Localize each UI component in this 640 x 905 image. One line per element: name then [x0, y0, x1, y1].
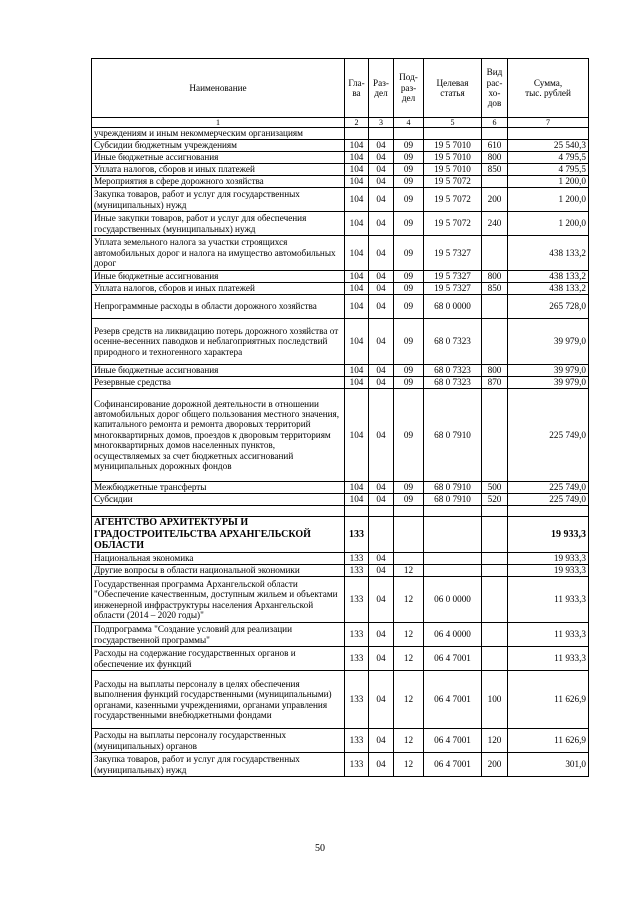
row-expense-type	[482, 319, 508, 365]
row-amount: 438 133,2	[508, 283, 589, 295]
row-name: Иные закупки товаров, работ и услуг для обеспечения государственных (муниципальных) нужд	[92, 212, 345, 236]
row-section: 04	[369, 565, 394, 577]
row-target: 06 4 7001	[424, 729, 482, 753]
row-expense-type	[482, 577, 508, 623]
row-target	[424, 565, 482, 577]
row-target: 68 0 0000	[424, 295, 482, 319]
column-number-row	[92, 118, 589, 128]
table-row	[92, 152, 589, 164]
row-target: 68 0 7910	[424, 482, 482, 494]
row-name: АГЕНТСТВО АРХИТЕКТУРЫ И ГРАДОСТРОИТЕЛЬСТВА АРХАНГЕЛЬСКОЙ ОБЛАСТИ	[92, 517, 345, 553]
row-name: Подпрограмма "Создание условий для реализации государственной программы"	[92, 623, 345, 647]
column-number: 6	[482, 118, 508, 128]
row-target: 06 4 7001	[424, 671, 482, 729]
table-row	[92, 212, 589, 236]
row-subsection	[394, 553, 424, 565]
row-target: 68 0 7323	[424, 319, 482, 365]
header-expense-type: Вид рас- хо- дов	[482, 59, 508, 118]
row-name: Расходы на содержание государственных органов и обеспечение их функций	[92, 647, 345, 671]
row-target: 19 5 7010	[424, 152, 482, 164]
row-chapter: 104	[345, 494, 369, 506]
table-row	[92, 377, 589, 389]
row-expense-type	[482, 623, 508, 647]
row-subsection: 12	[394, 729, 424, 753]
table-body	[92, 128, 589, 777]
row-name: Государственная программа Архангельской области "Обеспечение качественным, доступным жильем и объектами инженерной инфраструктуры населения Архангельской области (2014 – 2020 годы)"	[92, 577, 345, 623]
table-row	[92, 365, 589, 377]
row-section: 04	[369, 271, 394, 283]
row-expense-type: 120	[482, 729, 508, 753]
row-target: 19 5 7327	[424, 271, 482, 283]
row-subsection: 09	[394, 212, 424, 236]
row-subsection	[394, 517, 424, 553]
table-row	[92, 494, 589, 506]
row-chapter: 133	[345, 565, 369, 577]
header-subsection: Под- раз- дел	[394, 59, 424, 118]
column-number: 3	[369, 118, 394, 128]
row-subsection: 09	[394, 140, 424, 152]
header-name: Наименование	[92, 59, 345, 118]
row-chapter: 104	[345, 271, 369, 283]
row-subsection: 09	[394, 494, 424, 506]
row-section: 04	[369, 319, 394, 365]
row-name: Национальная экономика	[92, 553, 345, 565]
row-chapter: 133	[345, 517, 369, 553]
row-amount: 438 133,2	[508, 271, 589, 283]
header-amount: Сумма, тыс. рублей	[508, 59, 589, 118]
row-amount: 11 933,3	[508, 577, 589, 623]
header-section: Раз- дел	[369, 59, 394, 118]
row-target	[424, 553, 482, 565]
row-amount	[508, 128, 589, 140]
row-subsection: 09	[394, 365, 424, 377]
row-name: Иные бюджетные ассигнования	[92, 152, 345, 164]
row-expense-type: 200	[482, 753, 508, 777]
row-chapter: 104	[345, 377, 369, 389]
row-target: 19 5 7072	[424, 212, 482, 236]
row-target: 06 4 7001	[424, 647, 482, 671]
table-row	[92, 140, 589, 152]
row-section: 04	[369, 365, 394, 377]
row-expense-type: 800	[482, 365, 508, 377]
column-number: 7	[508, 118, 589, 128]
table-row	[92, 236, 589, 271]
row-amount: 1 200,0	[508, 176, 589, 188]
row-target: 68 0 7910	[424, 494, 482, 506]
row-name: Уплата земельного налога за участки строящихся автомобильных дорог и налога на имущество автомобильных дорог	[92, 236, 345, 271]
table-row	[92, 623, 589, 647]
row-section: 04	[369, 553, 394, 565]
row-section: 04	[369, 212, 394, 236]
row-name: Резерв средств на ликвидацию потерь дорожного хозяйства от осенне-весенних паводков и неблагоприятных последствий природного и техногенного характера	[92, 319, 345, 365]
row-target: 06 4 0000	[424, 623, 482, 647]
row-subsection	[394, 506, 424, 517]
row-expense-type: 200	[482, 188, 508, 212]
row-subsection	[394, 128, 424, 140]
table-row	[92, 553, 589, 565]
row-section	[369, 506, 394, 517]
row-expense-type: 800	[482, 271, 508, 283]
row-amount: 4 795,5	[508, 152, 589, 164]
table-row	[92, 753, 589, 777]
row-name: Непрограммные расходы в области дорожного хозяйства	[92, 295, 345, 319]
table-row	[92, 729, 589, 753]
budget-table	[91, 58, 589, 777]
row-target: 68 0 7910	[424, 389, 482, 482]
row-chapter: 133	[345, 553, 369, 565]
row-name: Иные бюджетные ассигнования	[92, 271, 345, 283]
row-subsection: 09	[394, 482, 424, 494]
row-subsection: 09	[394, 377, 424, 389]
page-number: 50	[315, 843, 325, 854]
row-target: 19 5 7010	[424, 140, 482, 152]
row-expense-type: 610	[482, 140, 508, 152]
row-chapter: 104	[345, 365, 369, 377]
row-chapter: 104	[345, 212, 369, 236]
row-amount: 225 749,0	[508, 494, 589, 506]
row-target: 19 5 7010	[424, 164, 482, 176]
row-expense-type: 100	[482, 671, 508, 729]
table-row	[92, 188, 589, 212]
row-section: 04	[369, 188, 394, 212]
row-chapter: 133	[345, 753, 369, 777]
row-amount: 225 749,0	[508, 389, 589, 482]
row-name: Закупка товаров, работ и услуг для государственных (муниципальных) нужд	[92, 188, 345, 212]
row-target: 68 0 7323	[424, 365, 482, 377]
row-amount: 19 933,3	[508, 553, 589, 565]
spacer-row	[92, 506, 589, 517]
row-name: Софинансирование дорожной деятельности в отношении автомобильных дорог общего пользования местного значения, капитального ремонта и ремонта дворовых территорий многоквартирных домов, проездов к дворовым территориям многоквартирных домов населенных пунктов, осуществляемых за счет бюджетных ассигнований муниципальных дорожных фондов	[92, 389, 345, 482]
column-number: 1	[92, 118, 345, 128]
row-amount: 301,0	[508, 753, 589, 777]
row-name	[92, 506, 345, 517]
row-target: 19 5 7327	[424, 236, 482, 271]
row-name: Межбюджетные трансферты	[92, 482, 345, 494]
row-chapter: 133	[345, 647, 369, 671]
row-expense-type: 850	[482, 283, 508, 295]
row-expense-type	[482, 128, 508, 140]
row-chapter: 104	[345, 389, 369, 482]
row-target	[424, 517, 482, 553]
row-subsection: 09	[394, 152, 424, 164]
row-subsection: 09	[394, 271, 424, 283]
row-chapter: 104	[345, 140, 369, 152]
row-amount: 225 749,0	[508, 482, 589, 494]
row-section: 04	[369, 482, 394, 494]
row-expense-type	[482, 565, 508, 577]
row-section: 04	[369, 753, 394, 777]
row-chapter: 133	[345, 671, 369, 729]
row-target: 19 5 7072	[424, 176, 482, 188]
row-amount: 11 626,9	[508, 729, 589, 753]
table-row	[92, 517, 589, 553]
column-number: 4	[394, 118, 424, 128]
row-amount: 4 795,5	[508, 164, 589, 176]
row-expense-type: 240	[482, 212, 508, 236]
table-row	[92, 271, 589, 283]
row-amount: 19 933,3	[508, 517, 589, 553]
row-subsection: 12	[394, 753, 424, 777]
row-section: 04	[369, 623, 394, 647]
row-expense-type: 520	[482, 494, 508, 506]
row-expense-type: 800	[482, 152, 508, 164]
row-section: 04	[369, 164, 394, 176]
row-section: 04	[369, 140, 394, 152]
table-header-row	[92, 59, 589, 118]
row-name: Мероприятия в сфере дорожного хозяйства	[92, 176, 345, 188]
row-name: Иные бюджетные ассигнования	[92, 365, 345, 377]
row-chapter: 133	[345, 729, 369, 753]
row-expense-type: 850	[482, 164, 508, 176]
row-amount: 1 200,0	[508, 212, 589, 236]
row-section: 04	[369, 671, 394, 729]
row-target	[424, 128, 482, 140]
row-chapter: 104	[345, 283, 369, 295]
row-expense-type: 500	[482, 482, 508, 494]
row-section: 04	[369, 283, 394, 295]
row-chapter: 104	[345, 319, 369, 365]
row-subsection: 09	[394, 176, 424, 188]
row-target	[424, 506, 482, 517]
table-row	[92, 482, 589, 494]
row-name: Субсидии бюджетным учреждениям	[92, 140, 345, 152]
row-amount: 438 133,2	[508, 236, 589, 271]
row-section: 04	[369, 176, 394, 188]
row-subsection: 09	[394, 295, 424, 319]
row-section: 04	[369, 295, 394, 319]
row-section: 04	[369, 236, 394, 271]
row-chapter: 104	[345, 236, 369, 271]
row-amount: 39 979,0	[508, 319, 589, 365]
header-chapter: Гла- ва	[345, 59, 369, 118]
row-target: 19 5 7072	[424, 188, 482, 212]
row-amount	[508, 506, 589, 517]
row-name: Другие вопросы в области национальной экономики	[92, 565, 345, 577]
table-row	[92, 283, 589, 295]
row-amount: 39 979,0	[508, 377, 589, 389]
row-subsection: 12	[394, 565, 424, 577]
row-chapter: 104	[345, 152, 369, 164]
row-section: 04	[369, 377, 394, 389]
row-name: Уплата налогов, сборов и иных платежей	[92, 283, 345, 295]
row-name: Субсидии	[92, 494, 345, 506]
row-amount: 39 979,0	[508, 365, 589, 377]
column-number: 2	[345, 118, 369, 128]
table-row	[92, 164, 589, 176]
row-amount: 1 200,0	[508, 188, 589, 212]
row-amount: 11 933,3	[508, 647, 589, 671]
row-section: 04	[369, 647, 394, 671]
row-subsection: 09	[394, 283, 424, 295]
row-expense-type	[482, 517, 508, 553]
row-subsection: 12	[394, 647, 424, 671]
row-subsection: 12	[394, 623, 424, 647]
row-chapter	[345, 506, 369, 517]
row-expense-type	[482, 236, 508, 271]
row-expense-type	[482, 647, 508, 671]
row-expense-type: 870	[482, 377, 508, 389]
row-section	[369, 517, 394, 553]
row-chapter: 104	[345, 176, 369, 188]
row-name: учреждениям и иным некоммерческим организациям	[92, 128, 345, 140]
row-target: 68 0 7323	[424, 377, 482, 389]
row-chapter: 104	[345, 188, 369, 212]
table-row	[92, 565, 589, 577]
row-chapter: 133	[345, 577, 369, 623]
row-amount: 265 728,0	[508, 295, 589, 319]
row-subsection: 09	[394, 188, 424, 212]
row-amount: 25 540,3	[508, 140, 589, 152]
table-row	[92, 319, 589, 365]
row-section: 04	[369, 729, 394, 753]
row-expense-type	[482, 506, 508, 517]
row-chapter: 133	[345, 623, 369, 647]
table-row	[92, 128, 589, 140]
row-expense-type	[482, 389, 508, 482]
row-subsection: 09	[394, 319, 424, 365]
row-amount: 11 626,9	[508, 671, 589, 729]
row-chapter: 104	[345, 164, 369, 176]
row-name: Резервные средства	[92, 377, 345, 389]
row-amount: 11 933,3	[508, 623, 589, 647]
table-row	[92, 389, 589, 482]
row-expense-type	[482, 295, 508, 319]
row-section: 04	[369, 389, 394, 482]
row-chapter: 104	[345, 295, 369, 319]
row-expense-type	[482, 553, 508, 565]
row-chapter	[345, 128, 369, 140]
row-section: 04	[369, 577, 394, 623]
row-target: 06 0 0000	[424, 577, 482, 623]
row-subsection: 12	[394, 577, 424, 623]
row-subsection: 12	[394, 671, 424, 729]
row-subsection: 09	[394, 389, 424, 482]
column-number: 5	[424, 118, 482, 128]
row-name: Расходы на выплаты персоналу в целях обеспечения выполнения функций государственными (муниципальными) органами, казенными учреждениями, органами управления государственными внебюджетными фондами	[92, 671, 345, 729]
row-name: Уплата налогов, сборов и иных платежей	[92, 164, 345, 176]
row-amount: 19 933,3	[508, 565, 589, 577]
row-name: Расходы на выплаты персоналу государственных (муниципальных) органов	[92, 729, 345, 753]
row-subsection: 09	[394, 164, 424, 176]
row-subsection: 09	[394, 236, 424, 271]
table-row	[92, 577, 589, 623]
row-chapter: 104	[345, 482, 369, 494]
row-section: 04	[369, 494, 394, 506]
row-target: 19 5 7327	[424, 283, 482, 295]
header-target: Целевая статья	[424, 59, 482, 118]
table-row	[92, 647, 589, 671]
table-row	[92, 295, 589, 319]
row-expense-type	[482, 176, 508, 188]
table-row	[92, 671, 589, 729]
row-target: 06 4 7001	[424, 753, 482, 777]
row-name: Закупка товаров, работ и услуг для государственных (муниципальных) нужд	[92, 753, 345, 777]
table-row	[92, 176, 589, 188]
row-section	[369, 128, 394, 140]
row-section: 04	[369, 152, 394, 164]
